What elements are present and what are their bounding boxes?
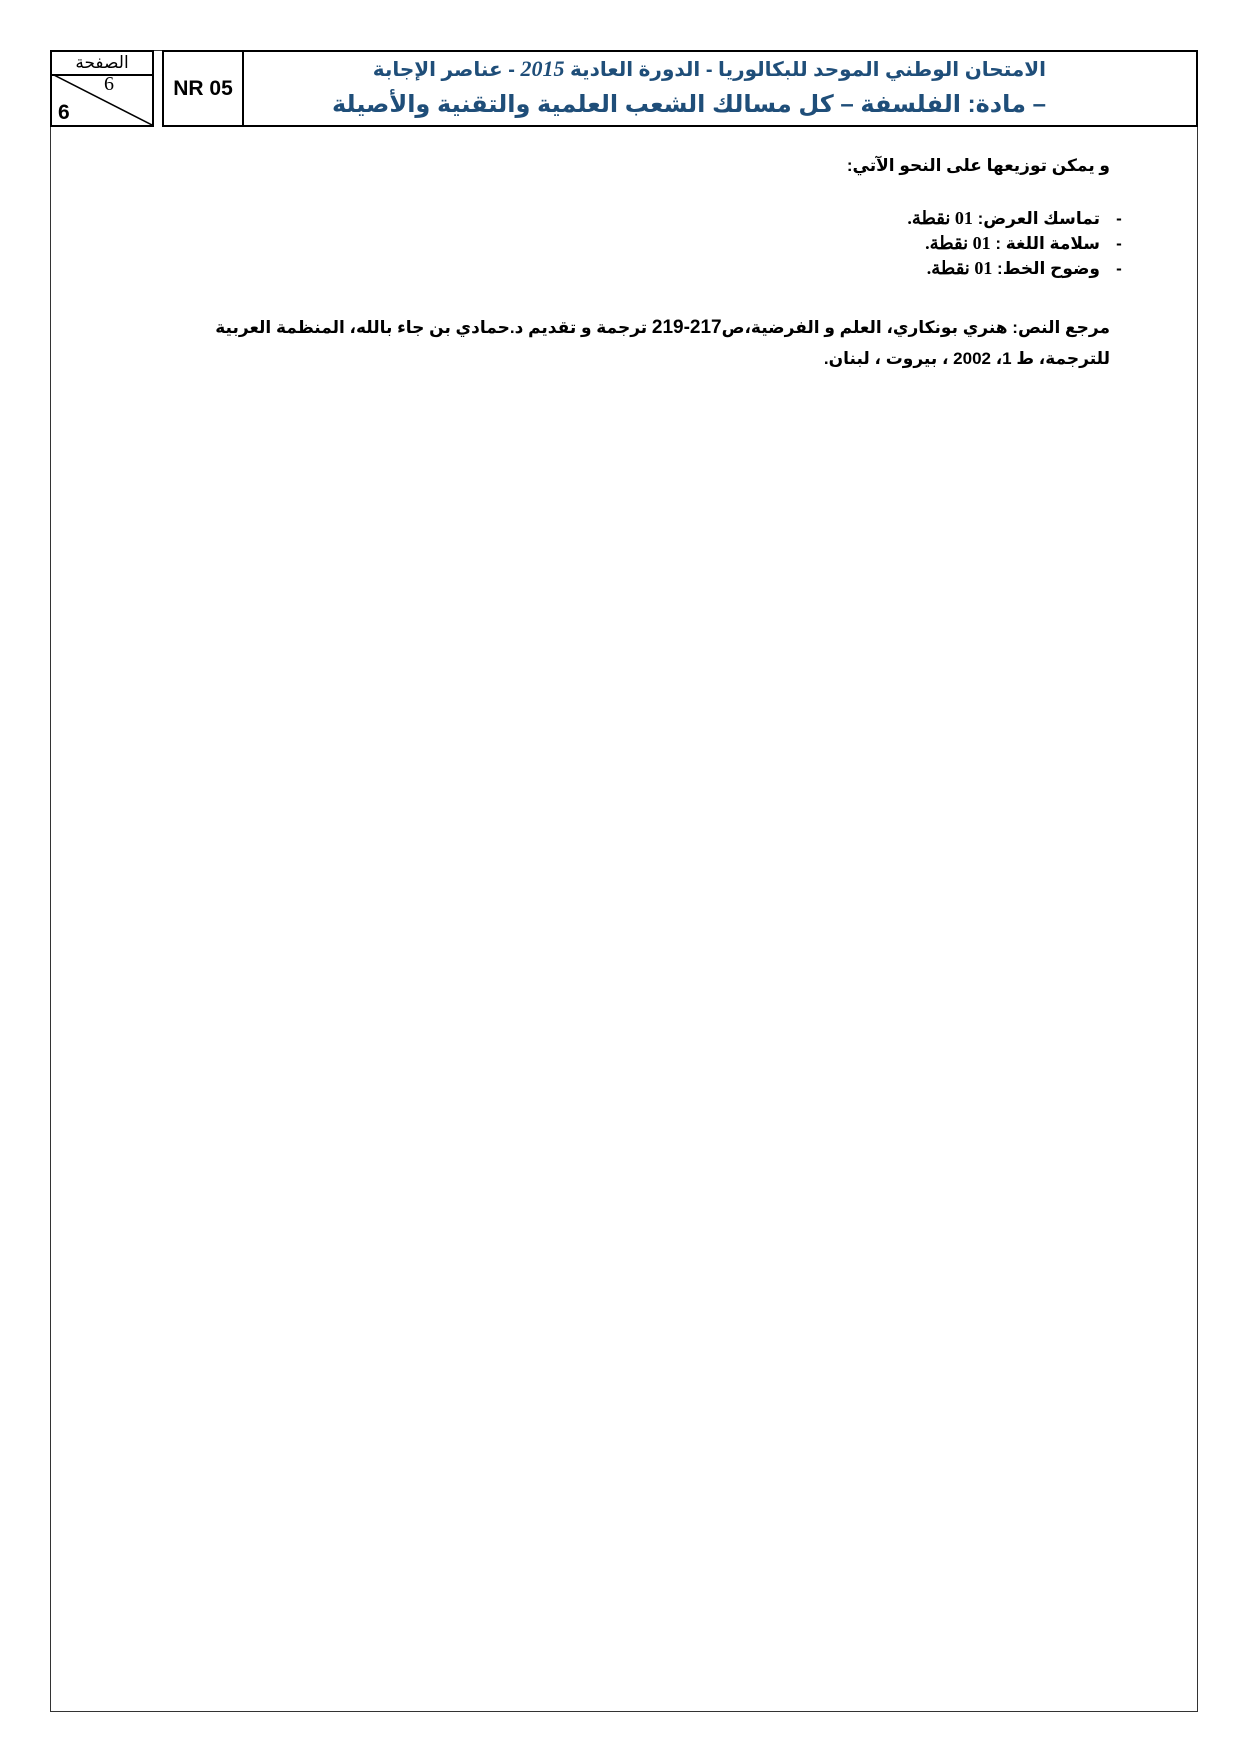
bullet-dash: - <box>1116 259 1122 278</box>
page-frame <box>50 50 1198 1712</box>
exam-title <box>373 56 1046 82</box>
page-total: 6 <box>58 101 70 124</box>
exam-title-part2: - عناصر الإجابة <box>372 59 521 81</box>
reference-part2: ترجمة و تقديم د.حمادي بن جاء بالله، المنظمة العربية للترجمة، ط 1، 2002 ، بيروت ، لبنان. <box>215 318 1110 368</box>
exam-year: 2015 <box>520 56 565 81</box>
criterion-points: 01 نقطة. <box>925 233 991 253</box>
page-number-box <box>50 50 154 127</box>
exam-code: NR 05 <box>162 50 244 127</box>
page-label: الصفحة <box>52 52 152 76</box>
subject-title: – مادة: الفلسفة – كل مسالك الشعب العلمية والتقنية والأصيلة <box>331 91 1046 118</box>
criterion-label: تماسك العرض: <box>972 209 1100 228</box>
list-item <box>907 206 1128 231</box>
reference-pages: 217-219 <box>651 317 722 338</box>
bullet-dash: - <box>1116 209 1122 228</box>
text-reference <box>150 312 1110 374</box>
header <box>50 50 1198 127</box>
criterion-label: سلامة اللغة : <box>990 234 1100 253</box>
intro-text: و يمكن توزيعها على النحو الآتي: <box>846 156 1110 175</box>
exam-title-box <box>242 50 1198 127</box>
criteria-list <box>907 206 1128 281</box>
list-item <box>907 256 1128 281</box>
list-item <box>907 231 1128 256</box>
criterion-points: 01 نقطة. <box>926 258 993 278</box>
exam-title-part1: الامتحان الوطني الموحد للبكالوريا - الدورة العادية <box>564 59 1046 81</box>
criterion-label: وضوح الخط: <box>992 259 1100 278</box>
criterion-points: 01 نقطة. <box>907 208 973 228</box>
bullet-dash: - <box>1116 234 1122 253</box>
page-current: 6 <box>104 73 114 95</box>
reference-part1: مرجع النص: هنري بونكاري، العلم و الفرضية،ص <box>721 318 1110 337</box>
